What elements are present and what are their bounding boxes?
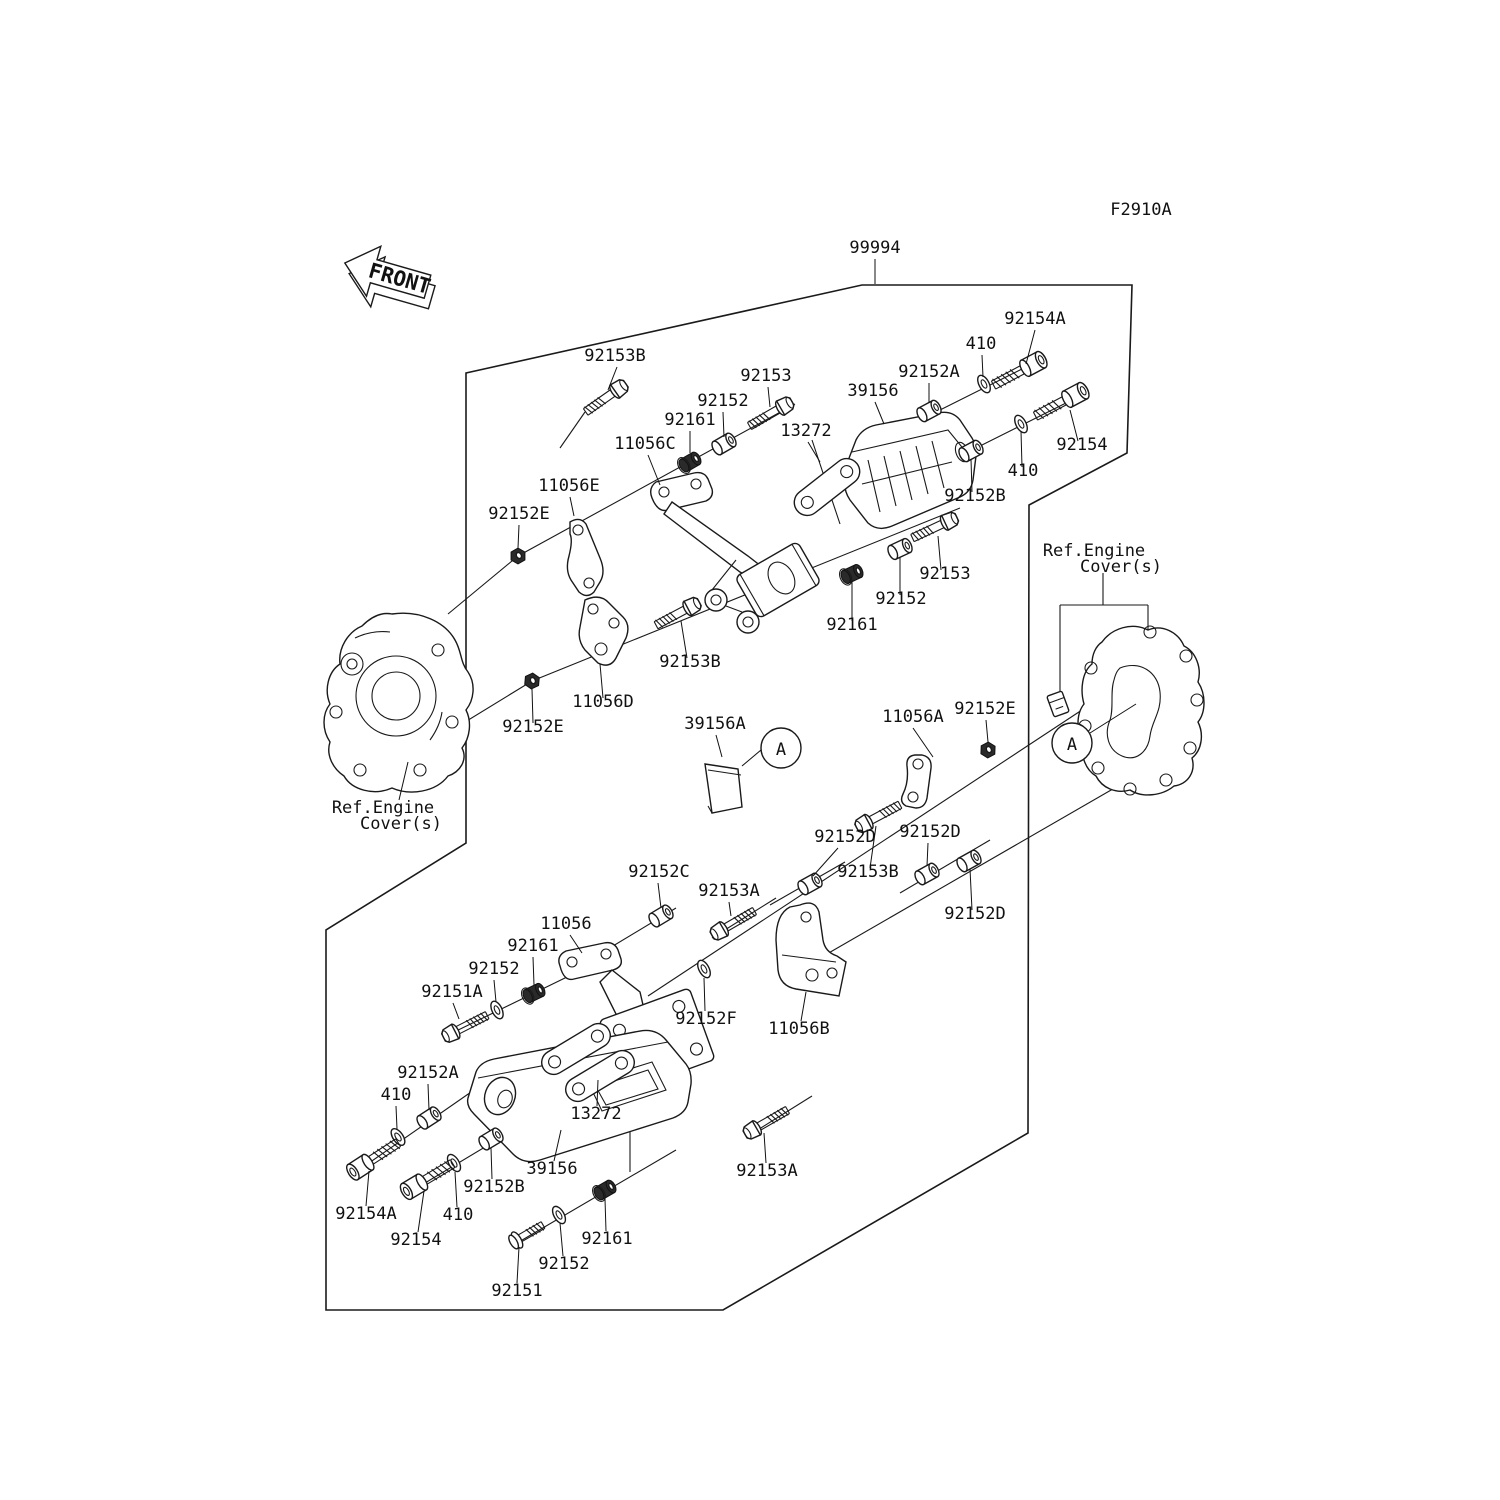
part-label: 13272 [570, 1104, 622, 1124]
part-label: 92161 [581, 1229, 633, 1249]
leader-line [913, 728, 933, 757]
leader-line [517, 1247, 519, 1283]
leader-line [366, 1171, 369, 1206]
leader-line [658, 883, 661, 908]
front-arrow-label: FRONT [365, 258, 434, 299]
part-label: 92152E [502, 717, 564, 737]
part-label: 92152 [538, 1254, 590, 1274]
part-label: 11056A [882, 707, 944, 727]
part-label: 92161 [507, 936, 559, 956]
engine-cover-left [324, 613, 473, 792]
slider-block-upper-39156 [845, 412, 977, 528]
part-label: 92151A [421, 982, 483, 1002]
leader-line [768, 387, 770, 407]
part-label: 92151 [491, 1281, 543, 1301]
leader-line [764, 1133, 766, 1163]
part-label: 11056D [572, 692, 634, 712]
part-label: 92153B [584, 346, 646, 366]
part-label: 11056B [768, 1019, 830, 1039]
leader-line [927, 843, 928, 866]
part-label: 11056E [538, 476, 600, 496]
part-label: Ref.Engine [331, 798, 435, 818]
leader-line [704, 978, 705, 1011]
leader-line [982, 355, 983, 377]
part-label: 410 [965, 334, 997, 354]
part-label: 92154A [335, 1204, 397, 1224]
bracket-11056E [567, 519, 603, 595]
view-label: A [775, 740, 787, 760]
leader-line [729, 902, 731, 916]
leader-line [986, 720, 988, 742]
part-label: 92152 [697, 391, 749, 411]
leader-line [801, 992, 806, 1021]
part-label: 39156 [847, 381, 899, 401]
leader-line [518, 525, 519, 548]
bracket-11056A [902, 755, 932, 808]
part-label: 92153A [698, 881, 760, 901]
pad-39156A [705, 764, 742, 813]
part-label: 39156 [526, 1159, 578, 1179]
leader-line [723, 412, 724, 437]
view-label: A [1066, 735, 1078, 755]
part-label: 92152D [944, 904, 1006, 924]
leader-line [813, 848, 838, 876]
part-label: 410 [1007, 461, 1039, 481]
leader-line [605, 1199, 606, 1231]
part-label: 11056C [614, 434, 676, 454]
part-label: 92152A [898, 362, 960, 382]
leader-line [428, 1084, 429, 1110]
part-label: 92154A [1004, 309, 1066, 329]
part-label: 92152F [675, 1009, 737, 1029]
part-label: 92153B [837, 862, 899, 882]
part-label: 92153 [919, 564, 971, 584]
part-label: 11056 [540, 914, 592, 934]
leader-line [560, 1223, 563, 1256]
part-label: 92153 [740, 366, 792, 386]
part-label: 92152B [463, 1177, 525, 1197]
leader-line [453, 1003, 459, 1019]
leader-line [533, 957, 534, 985]
part-label: 99994 [849, 238, 901, 258]
part-label: 92152E [954, 699, 1016, 719]
leader-line [570, 497, 574, 516]
part-label: 92152B [944, 486, 1006, 506]
leader-line [742, 750, 761, 766]
leader-line [396, 1106, 397, 1129]
part-label: 92152C [628, 862, 690, 882]
bracket-11056D [579, 597, 628, 665]
leader-line [716, 735, 722, 757]
leader-line [648, 455, 660, 485]
part-label: 92152D [814, 827, 876, 847]
part-label: 92161 [664, 410, 716, 430]
part-label: 92152D [899, 822, 961, 842]
part-label: 92161 [826, 615, 878, 635]
part-label: F2910A [1110, 200, 1172, 220]
leader-line [875, 402, 884, 424]
leader-line [455, 1172, 457, 1207]
part-label: 92153A [736, 1161, 798, 1181]
part-label: 13272 [780, 421, 832, 441]
part-label: 92152 [468, 959, 520, 979]
leader-line [494, 980, 496, 1002]
part-label: 92152A [397, 1063, 459, 1083]
part-label: Cover(s) [1080, 557, 1162, 577]
part-label: 410 [442, 1205, 474, 1225]
part-label: 410 [380, 1085, 412, 1105]
part-label: 92154 [1056, 435, 1108, 455]
part-label: 92152 [875, 589, 927, 609]
part-label: 39156A [684, 714, 746, 734]
part-label: 92152E [488, 504, 550, 524]
leader-line [418, 1191, 424, 1232]
part-label: 92153B [659, 652, 721, 672]
leader-line [491, 1148, 492, 1179]
part-label: 92154 [390, 1230, 442, 1250]
part-label: Ref.Engine [1042, 541, 1146, 561]
part-label: Cover(s) [360, 814, 442, 834]
front-arrow [335, 238, 441, 322]
